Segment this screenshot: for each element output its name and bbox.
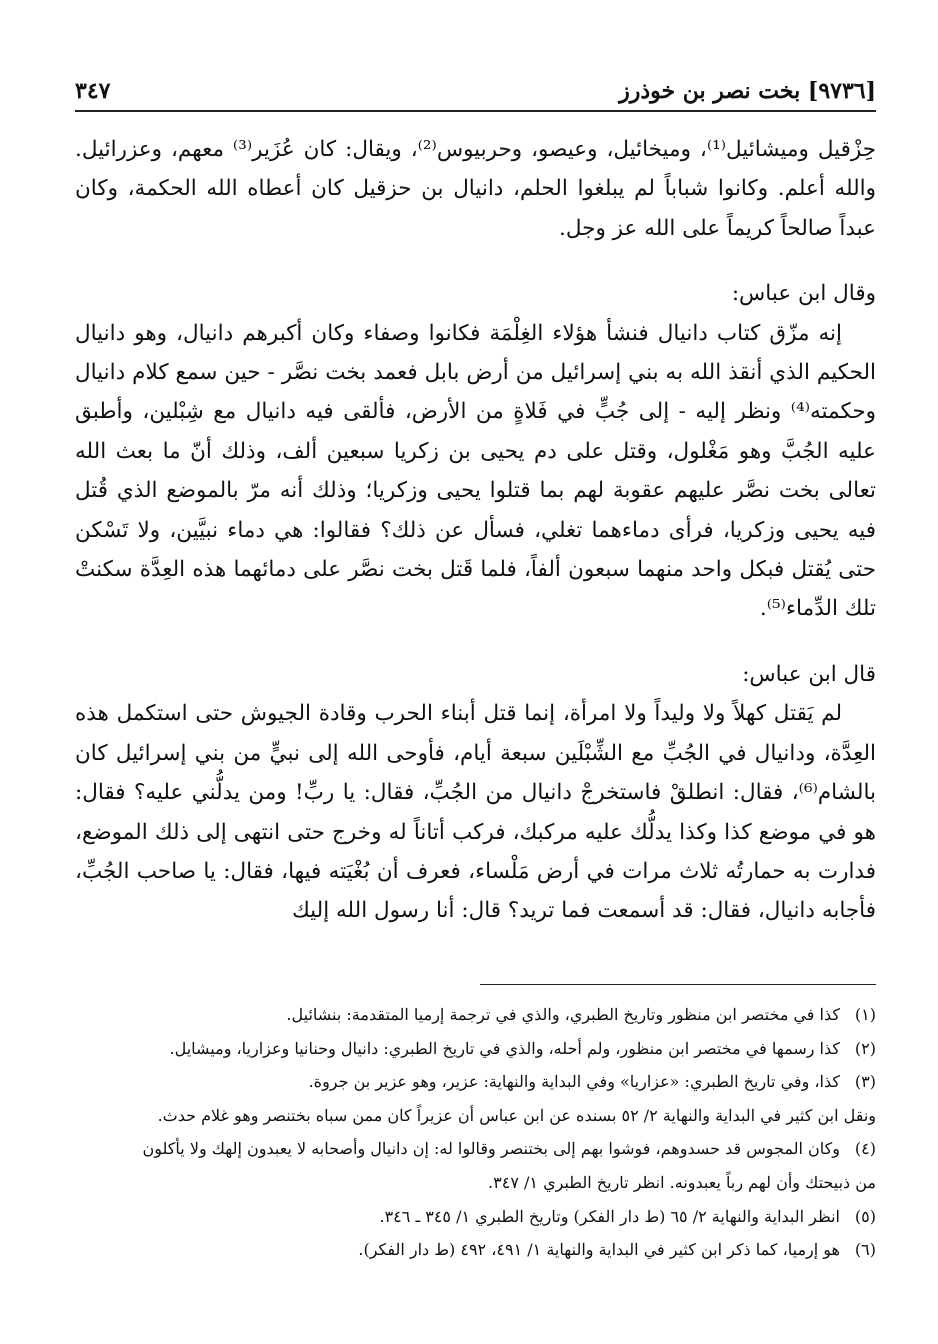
- footnote-3-continuation: ونقل ابن كثير في البداية والنهاية ٢/ ٥٢ بسنده عن ابن عباس أن عزيراً كان ممن سباه بختنصر وهو غلام حدث.: [157, 1105, 876, 1125]
- footnote-text: كذا في مختصر ابن منظور وتاريخ الطبري، والذي في ترجمة إرميا المتقدمة: بنشائيل.: [286, 1005, 840, 1024]
- footnote-4: [60, 1132, 876, 1166]
- footnote-number: (٣): [854, 1072, 876, 1092]
- main-text: [75, 130, 876, 931]
- quote-lead-2: قال ابن عباس:: [742, 661, 876, 687]
- footnote-text: هو إرميا، كما ذكر ابن كثير في البداية والنهاية ١/ ٤٩١، ٤٩٢ (ط دار الفكر).: [358, 1240, 840, 1260]
- footnote-2: [60, 1032, 876, 1066]
- header-divider: [75, 110, 876, 112]
- footnote-text: وكان المجوس قد حسدوهم، فوشوا بهم إلى بختنصر وقالوا له: إن دانيال وأصحابه لا يعبدون إلهك ولا يأكلون: [142, 1139, 840, 1159]
- footnote-5: [60, 1200, 876, 1234]
- footnote-3: [60, 1065, 876, 1099]
- footnote-number: (٤): [854, 1139, 876, 1159]
- paragraph-1: حِزْقيل وميشائيل⁽¹⁾، وميخائيل، وعيصو، وحربيوس⁽²⁾، ويقال: كان عُزَير⁽³⁾ معهم، وعزرائيل. والله أعلم. وكانوا شباباً لم يبلغوا الحلم، دانيال بن حزقيل كان أعطاه الله الحكمة، وكان عبداً صالحاً كريماً على الله عز وجل.: [75, 137, 877, 241]
- footnote-1: [60, 998, 876, 1032]
- quote-lead-1: وقال ابن عباس:: [731, 281, 876, 307]
- page-number: ٣٤٧: [75, 78, 111, 104]
- footnote-number: (١): [854, 1005, 876, 1024]
- paragraph-3: لم يَقتل كهلاً ولا وليداً ولا امرأة، إنما قتل أبناء الحرب وقادة الجيوش حتى استكمل هذه العِدَّة، ودانيال في الجُبِّ مع الشِّبْلَين سبعة أيام، فأوحى الله إلى نبيٍّ من بني إسرائيل كان بالشام⁽⁶⁾، فقال: انطلقْ فاستخرجْ دانيال من الجُبِّ، فقال: يا ربِّ! ومن يدلُّني عليه؟ فقال: هو في موضع كذا وكذا يدلُّك عليه مركبك، فركب أتاناً له وخرج حتى انتهى إلى ذلك الموضع، فدارت به حمارتُه ثلاث مرات في أرض مَلْساء، فعرف أن بُغْيَته فيها، فقال: يا صاحب الجُبِّ، فأجابه دانيال، فقال: قد أسمعت فما تريد؟ قال: أنا رسول الله إليك: [75, 701, 876, 924]
- paragraph-gap: [75, 248, 876, 270]
- footnote-divider: [480, 984, 876, 985]
- footnotes: [60, 998, 876, 1267]
- footnote-number: (٢): [854, 1038, 876, 1058]
- paragraph-2: إنه مزّق كتاب دانيال فنشأ هؤلاء الغِلْمَة فكانوا وصفاء وكان أكبرهم دانيال، وهو دانيال الحكيم الذي أنقذ الله به بني إسرائيل من أرض بابل فعمد بخت نصَّر - حين سمع كلام دانيال وحكمته⁽⁴⁾ ونظر إليه - إلى جُبٍّ في فَلاةٍ من الأرض، فألقى فيه دانيال مع شِبْلين، وأطبق عليه الجُبَّ وهو مَغْلول، وقتل على دم يحيى بن زكريا سبعين ألف، وذلك أنّ ما بعث الله تعالى بخت نصَّر عليهم عقوبة لهم بما قتلوا يحيى وزكريا؛ وذلك أنه مرّ بالموضع الذي قُتل فيه يحيى وزكريا، فرأى دماءهما تغلي، فسأل عن ذلك؟ فقالوا: هي دماء نبيَّين، ولا تَسْكن حتى يُقتل فبكل واحد منهما سبعون ألفاً، فلما قَتل بخت نصَّر على دمائهما هذه العِدَّة سكنتْ تلك الدِّماء⁽⁵⁾.: [75, 320, 876, 622]
- footnote-text: انظر البداية والنهاية ٢/ ٦٥ (ط دار الفكر) وتاريخ الطبري ١/ ٣٤٥ ـ ٣٤٦.: [379, 1206, 840, 1226]
- footnote-number: (٦): [854, 1240, 876, 1260]
- footnote-text: كذا، وفي تاريخ الطبري: «عزاريا» وفي البداية والنهاية: عزير، وهو عزير بن جروة.: [308, 1072, 840, 1092]
- running-title: [٩٧٣٦] بخت نصر بن خوذرز: [619, 78, 876, 104]
- footnote-number: (٥): [854, 1206, 876, 1226]
- footnote-text: كذا رسمها في مختصر ابن منظور، ولم أحله، والذي في تاريخ الطبري: دانيال وحنانيا وعزاريا، وميشايل.: [169, 1038, 840, 1058]
- footnote-6: [60, 1233, 876, 1267]
- paragraph-gap: [75, 629, 876, 651]
- running-head: [75, 76, 876, 106]
- footnote-4-continuation: من ذبيحتك وأن لهم رباً يعبدونه. انظر تاريخ الطبري ١/ ٣٤٧.: [488, 1172, 876, 1192]
